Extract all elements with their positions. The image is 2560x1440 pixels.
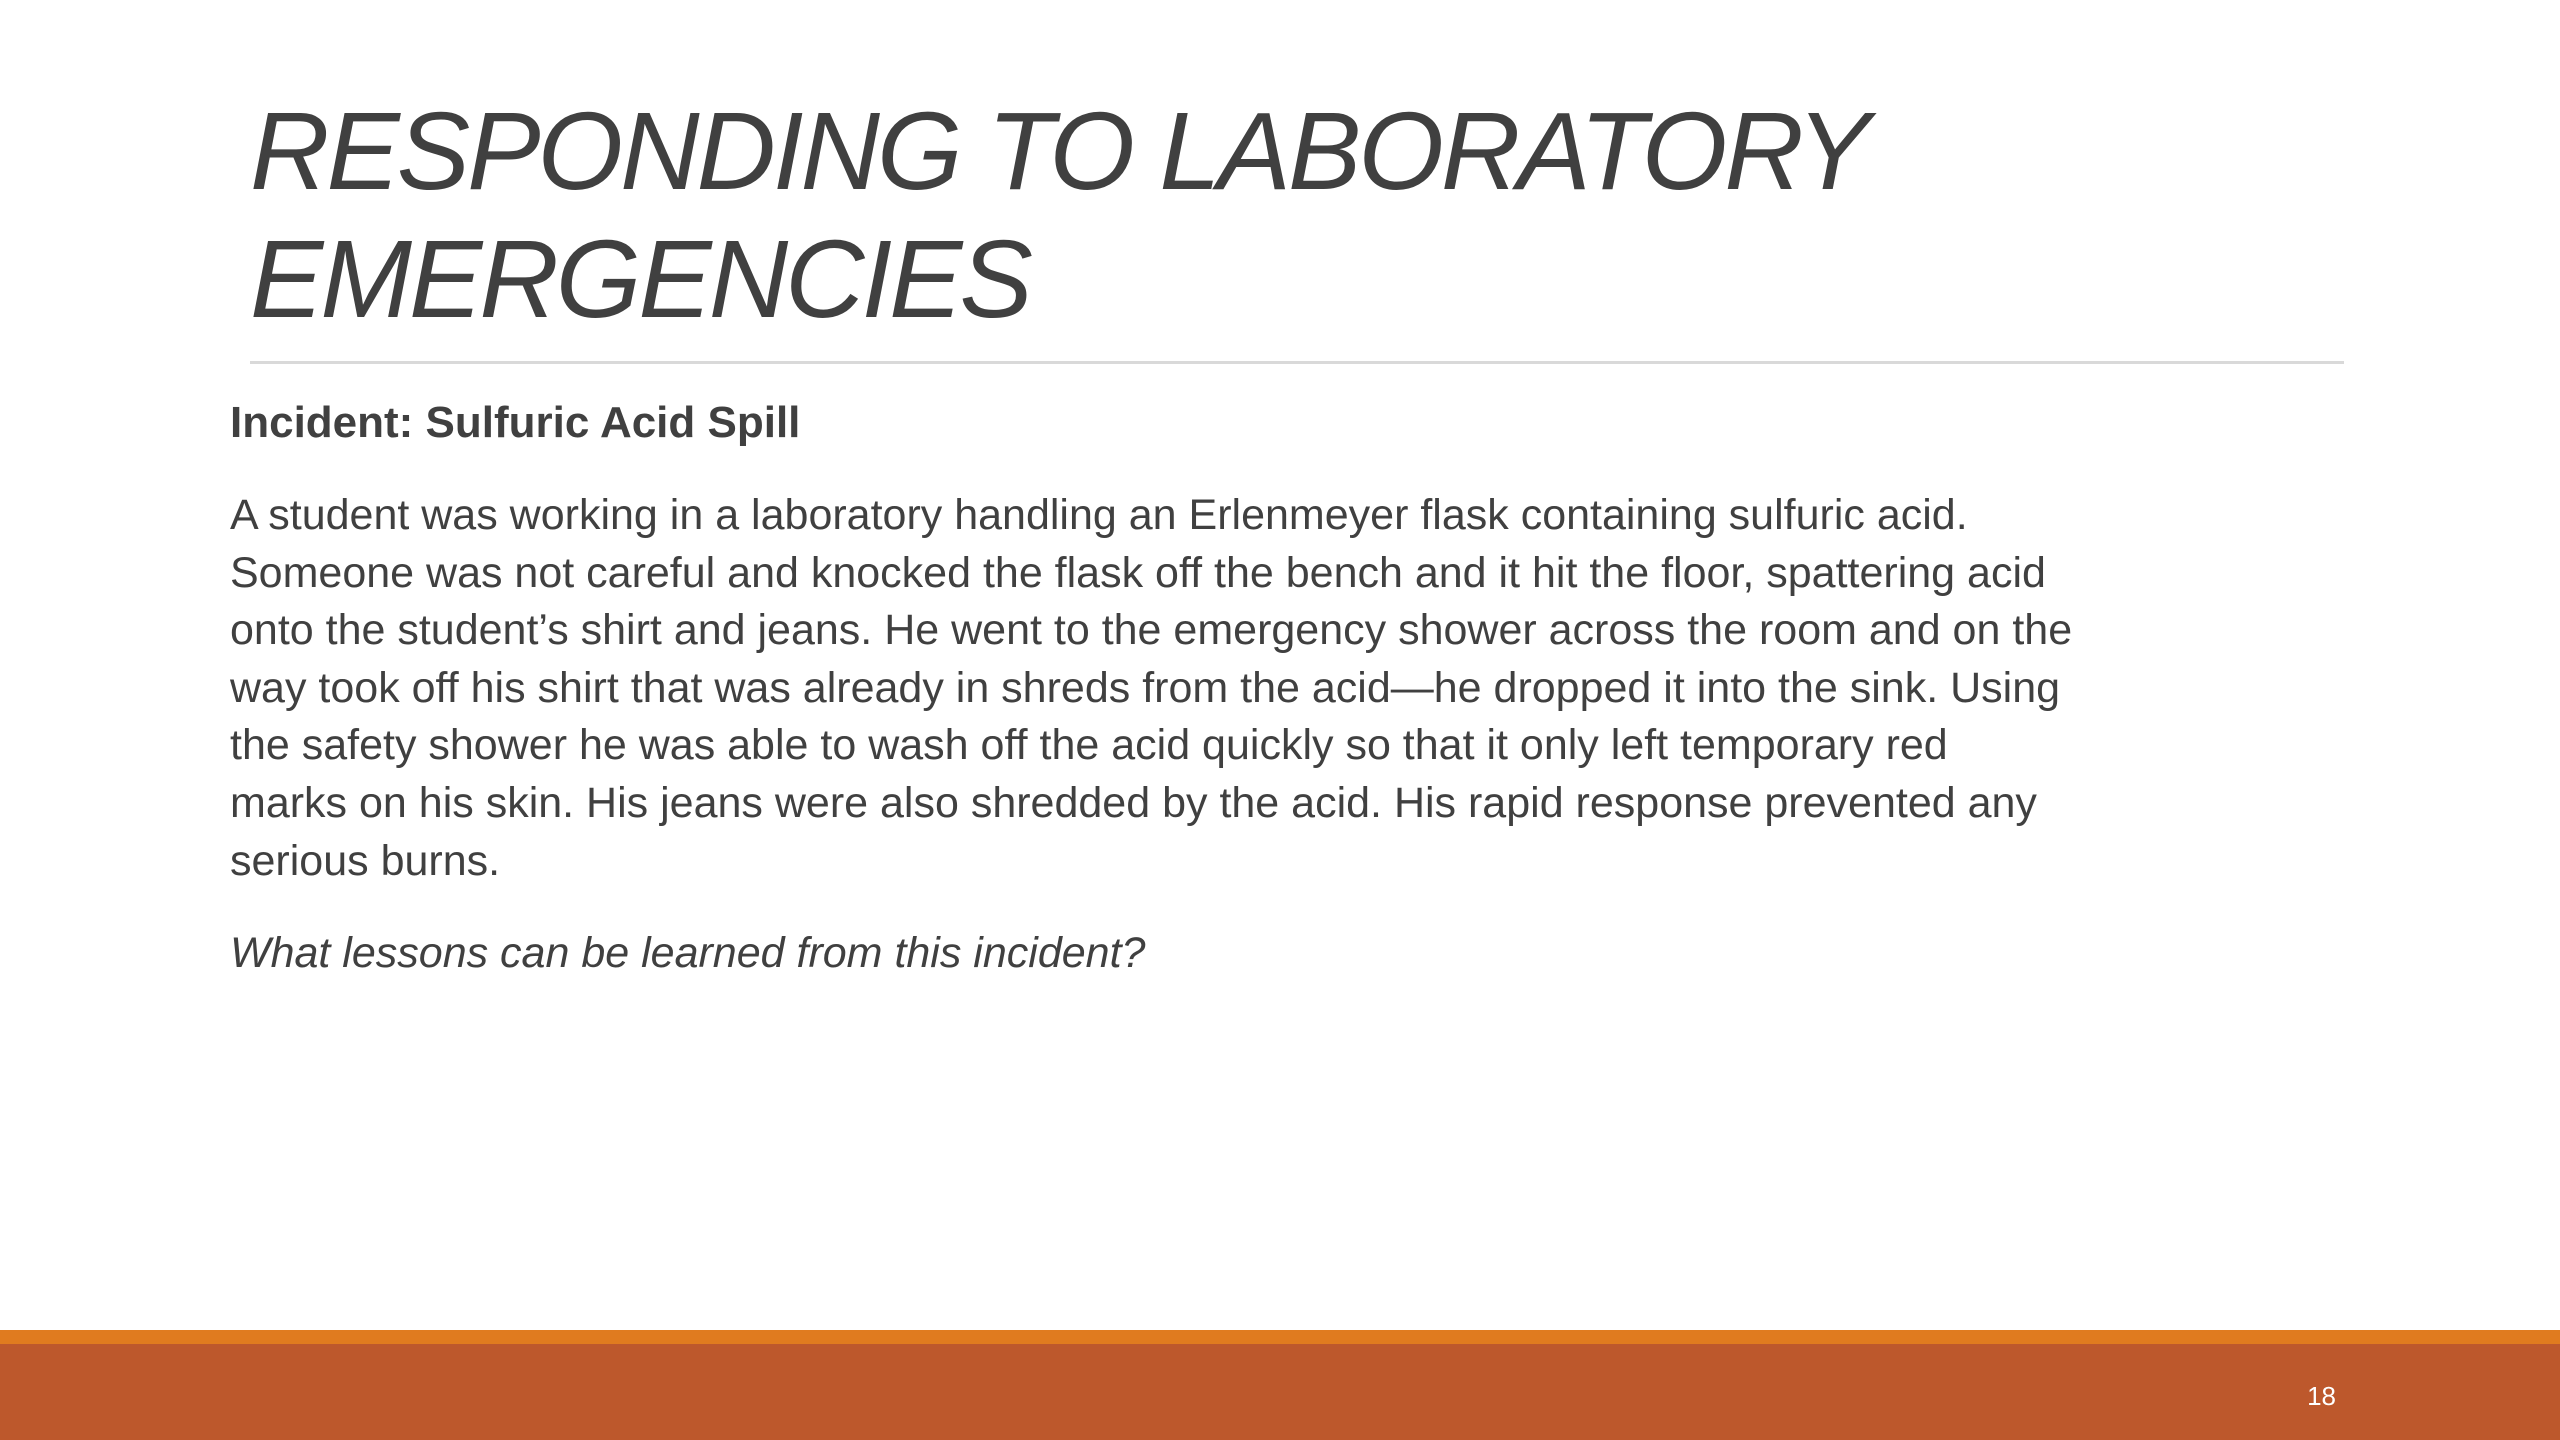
slide-content <box>230 395 2360 981</box>
slide-title-line-2: EMERGENCIES <box>250 218 1030 341</box>
description-line: serious burns. <box>230 836 501 885</box>
incident-description <box>230 487 2360 890</box>
title-divider <box>250 361 2344 364</box>
description-line: way took off his shirt that was already in shreds from the acid—he dropped it into the sink. Using <box>230 663 2061 712</box>
slide-title-line-1: RESPONDING TO LABORATORY <box>250 90 1868 213</box>
description-line: the safety shower he was able to wash off the acid quickly so that it only left temporary red <box>230 721 1948 770</box>
footer-accent-stripe <box>0 1330 2560 1344</box>
description-line: marks on his skin. His jeans were also shredded by the acid. His rapid response prevented any <box>230 778 2037 827</box>
slide-number: 18 <box>2307 1381 2336 1411</box>
description-line: Someone was not careful and knocked the flask off the bench and it hit the floor, spattering acid <box>230 548 2046 597</box>
discussion-question: What lessons can be learned from this incident? <box>230 929 1146 978</box>
slide-title <box>250 88 2350 344</box>
incident-heading: Incident: Sulfuric Acid Spill <box>230 398 801 447</box>
description-line: onto the student’s shirt and jeans. He went to the emergency shower across the room and on the <box>230 606 2073 655</box>
description-line: A student was working in a laboratory handling an Erlenmeyer flask containing sulfuric acid. <box>230 491 1968 539</box>
footer-bar <box>0 1344 2560 1440</box>
